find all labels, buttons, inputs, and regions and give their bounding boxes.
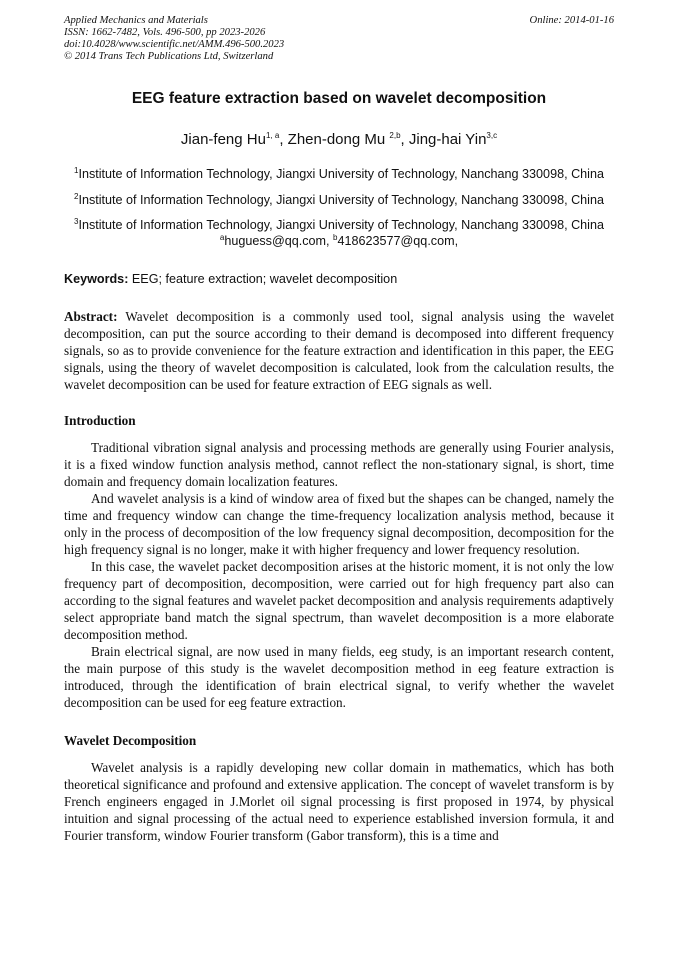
affiliation: [0, 192, 678, 207]
author-sup: 1, a: [265, 131, 280, 140]
affiliation: [0, 166, 678, 181]
paragraph: And wavelet analysis is a kind of window area of fixed but the shapes can be changed, namely the time and frequency window can change the time-frequency localization analysis method, because it only in the process of decomposition of the low frequency signal decomposition, decomposition for the high frequency signal is no longer, make it with higher frequency and lower frequency resolution.: [64, 491, 614, 557]
section-heading: Wavelet Decomposition: [64, 733, 197, 748]
email-b: 418623577@qq.com,: [337, 234, 459, 249]
keywords: [64, 272, 397, 286]
paragraph: Brain electrical signal, are now used in many fields, eeg study, is an important research content, the main purpose of this study is the wavelet decomposition method in eeg feature extraction is introduced, through the identification of brain electrical signal, to verify whether the wavelet decomposition can be used for eeg feature extraction.: [64, 644, 614, 710]
paragraph: Traditional vibration signal analysis and processing methods are generally using Fourier analysis, it is a fixed window function analysis method, cannot reflect the non-stationary signal, is short, time domain and frequency domain localization features.: [64, 440, 614, 489]
aff-sup: 1: [74, 166, 79, 175]
aff-text: Institute of Information Technology, Jiangxi University of Technology, Nanchang 330098, China: [78, 218, 604, 233]
aff-text: Institute of Information Technology, Jiangxi University of Technology, Nanchang 330098, China: [78, 167, 604, 182]
author-name: Jian-feng Hu: [180, 131, 266, 148]
author-sup: 2,b: [389, 131, 401, 140]
online-date: Online: 2014-01-16: [529, 15, 614, 26]
email-sup: a: [219, 233, 225, 242]
paragraph: In this case, the wavelet packet decomposition arises at the historic moment, it is not only the low frequency part of decomposition, decomposition, were carried out for high frequency part also can according to the signal features and wavelet packet decomposition and analysis requirements adaptively select appropriate band match the signal spectrum, than wavelet decomposition is a more elaborate decomposition method.: [64, 559, 614, 642]
keywords-label: Keywords:: [64, 272, 129, 286]
affiliation: [0, 217, 678, 232]
keywords-text: EEG; feature extraction; wavelet decomposition: [128, 272, 398, 286]
copyright: © 2014 Trans Tech Publications Ltd, Switzerland: [64, 51, 274, 62]
author-name: Zhen-dong Mu: [287, 131, 390, 148]
emails: [0, 233, 678, 248]
aff-sup: 2: [74, 192, 79, 201]
journal-header: [64, 15, 284, 63]
abstract-label: Abstract:: [64, 309, 118, 324]
email-sup: b: [333, 233, 338, 242]
abstract-text: Wavelet decomposition is a commonly used tool, signal analysis using the wavelet decomposition, can put the source according to their demand is decomposed into different frequency signals, so as to provide convenience for the feature extraction and identification in this paper, the EEG signals, using the theory of wavelet decomposition is calculated, look from the calculation results, the wavelet decomposition can be used for feature extraction of EEG signals as well.: [64, 309, 614, 392]
section-heading: Introduction: [64, 413, 136, 428]
doi: doi:10.4028/www.scientific.net/AMM.496-500.2023: [64, 39, 285, 50]
aff-sup: 3: [74, 217, 79, 226]
paper-body: [64, 308, 614, 844]
paragraph: Wavelet analysis is a rapidly developing new collar domain in mathematics, which has both theoretical significance and profound and extensive application. The concept of wavelet transform is by French engineers engaged in J.Morlet oil signal processing is first proposed in 1974, by physical intuition and signal processing of the actual need to experience established inversion formula, it and Fourier transform, window Fourier transform (Gabor transform), this is a time and: [64, 760, 614, 843]
authors: Jian-feng Hu$^{1, a}$, Zhen-dong Mu $^{2,b}$, Jing-hai Yin$^{3,c}$: [180, 131, 498, 148]
aff-text: Institute of Information Technology, Jiangxi University of Technology, Nanchang 330098, China: [78, 193, 604, 208]
issn: ISSN: 1662-7482, Vols. 496-500, pp 2023-2026: [64, 27, 266, 38]
author-name: Jing-hai Yin: [408, 131, 487, 148]
author-sup: 3,c: [486, 131, 498, 140]
abstract: [64, 308, 614, 393]
journal-name: Applied Mechanics and Materials: [64, 15, 208, 26]
paper-title: EEG feature extraction based on wavelet decomposition: [131, 90, 547, 107]
email-a: huguess@qq.com,: [224, 234, 334, 249]
